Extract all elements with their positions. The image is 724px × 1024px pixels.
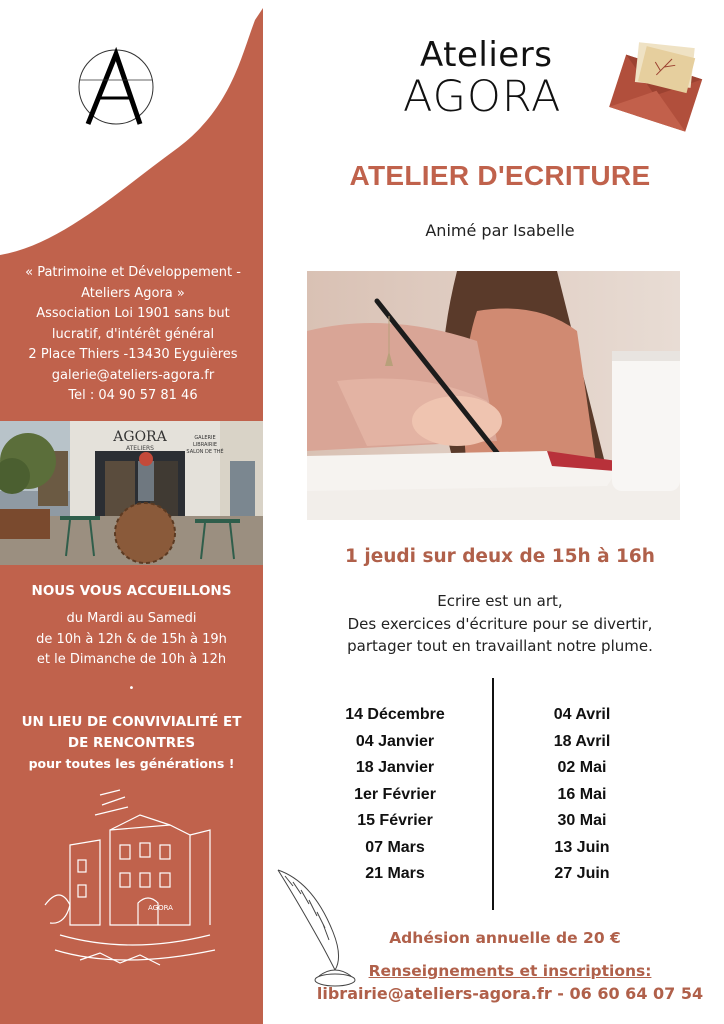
event-title: ATELIER D'ECRITURE (349, 160, 651, 191)
envelope-icon (608, 36, 708, 132)
storefront-side-sign: GALERIE (194, 435, 216, 441)
association-address: 2 Place Thiers -13430 Eyguières (28, 347, 238, 362)
info-heading: Renseignements et inscriptions: (368, 962, 652, 980)
date-item: 04 Janvier (355, 732, 435, 750)
village-sketch-icon (40, 785, 220, 975)
lieu-line: DE RENCONTRES (67, 735, 196, 751)
date-item: 18 Avril (553, 732, 611, 750)
association-line: Ateliers Agora » (81, 285, 185, 301)
association-line: « Patrimoine et Développement - (25, 265, 241, 280)
date-item: 18 Janvier (355, 759, 435, 776)
date-item: 14 Décembre (345, 706, 445, 723)
event-schedule: 1 jeudi sur deux de 15h à 16h (345, 546, 655, 567)
association-info (8, 263, 258, 407)
description-line: partager tout en travaillant notre plume. (347, 637, 653, 655)
date-item: 15 Février (357, 812, 433, 829)
brand-line2: AGORA (403, 72, 562, 122)
dates-column-right (512, 702, 652, 888)
storefront-sign: AGORA (113, 429, 167, 445)
date-item: 13 Juin (554, 838, 610, 856)
date-item: 30 Mai (557, 812, 607, 829)
date-item: 07 Mars (365, 838, 425, 856)
dates-divider (492, 678, 494, 910)
dates-column-left (315, 702, 475, 888)
association-line: Association Loi 1901 sans but (36, 306, 230, 321)
hours-line: du Mardi au Samedi (66, 611, 197, 626)
association-line: lucratif, d'intérêt général (51, 326, 215, 342)
date-item: 1er Février (354, 785, 436, 803)
description-line: Des exercices d'écriture pour se divertir, (347, 614, 653, 633)
storefront-side-sign: SALON DE THÉ (186, 449, 224, 455)
hero-photo (307, 271, 680, 520)
feather-quill-icon (273, 862, 365, 992)
svg-text:AGORA: AGORA (148, 904, 173, 912)
hours-line: de 10h à 12h & de 15h à 19h (36, 631, 227, 647)
hours-title: NOUS VOUS ACCUEILLONS (31, 583, 232, 599)
opening-hours (0, 609, 263, 671)
date-item: 02 Mai (557, 759, 607, 776)
lieu-subheading: pour toutes les générations ! (28, 756, 235, 771)
storefront-photo (0, 421, 263, 565)
date-item: 27 Juin (554, 865, 610, 882)
hours-line: et le Dimanche de 10h à 12h (36, 652, 227, 667)
date-item: 04 Avril (553, 706, 611, 723)
event-description (290, 590, 710, 658)
description-line: Ecrire est un art, (437, 592, 563, 610)
association-phone[interactable]: Tel : 04 90 57 81 46 (68, 388, 198, 403)
brand-line1: Ateliers (420, 35, 553, 75)
storefront-sign-sub: ATELIERS (126, 445, 154, 452)
contact-line[interactable]: librairie@ateliers-agora.fr - 06 60 64 07 54 (316, 984, 704, 1003)
sidebar (0, 0, 263, 1024)
membership-fee: Adhésion annuelle de 20 € (389, 929, 621, 947)
association-email[interactable]: galerie@ateliers-agora.fr (51, 367, 215, 383)
date-item: 21 Mars (365, 865, 425, 882)
lieu-heading (0, 712, 263, 754)
date-item: 16 Mai (557, 785, 607, 803)
event-subtitle: Animé par Isabelle (425, 221, 575, 240)
storefront-side-sign: LIBRAIRIE (193, 442, 217, 448)
separator-bullet: • (128, 683, 135, 694)
agora-logo-icon (78, 42, 154, 132)
lieu-line: UN LIEU DE CONVIVIALITÉ ET (21, 714, 242, 730)
